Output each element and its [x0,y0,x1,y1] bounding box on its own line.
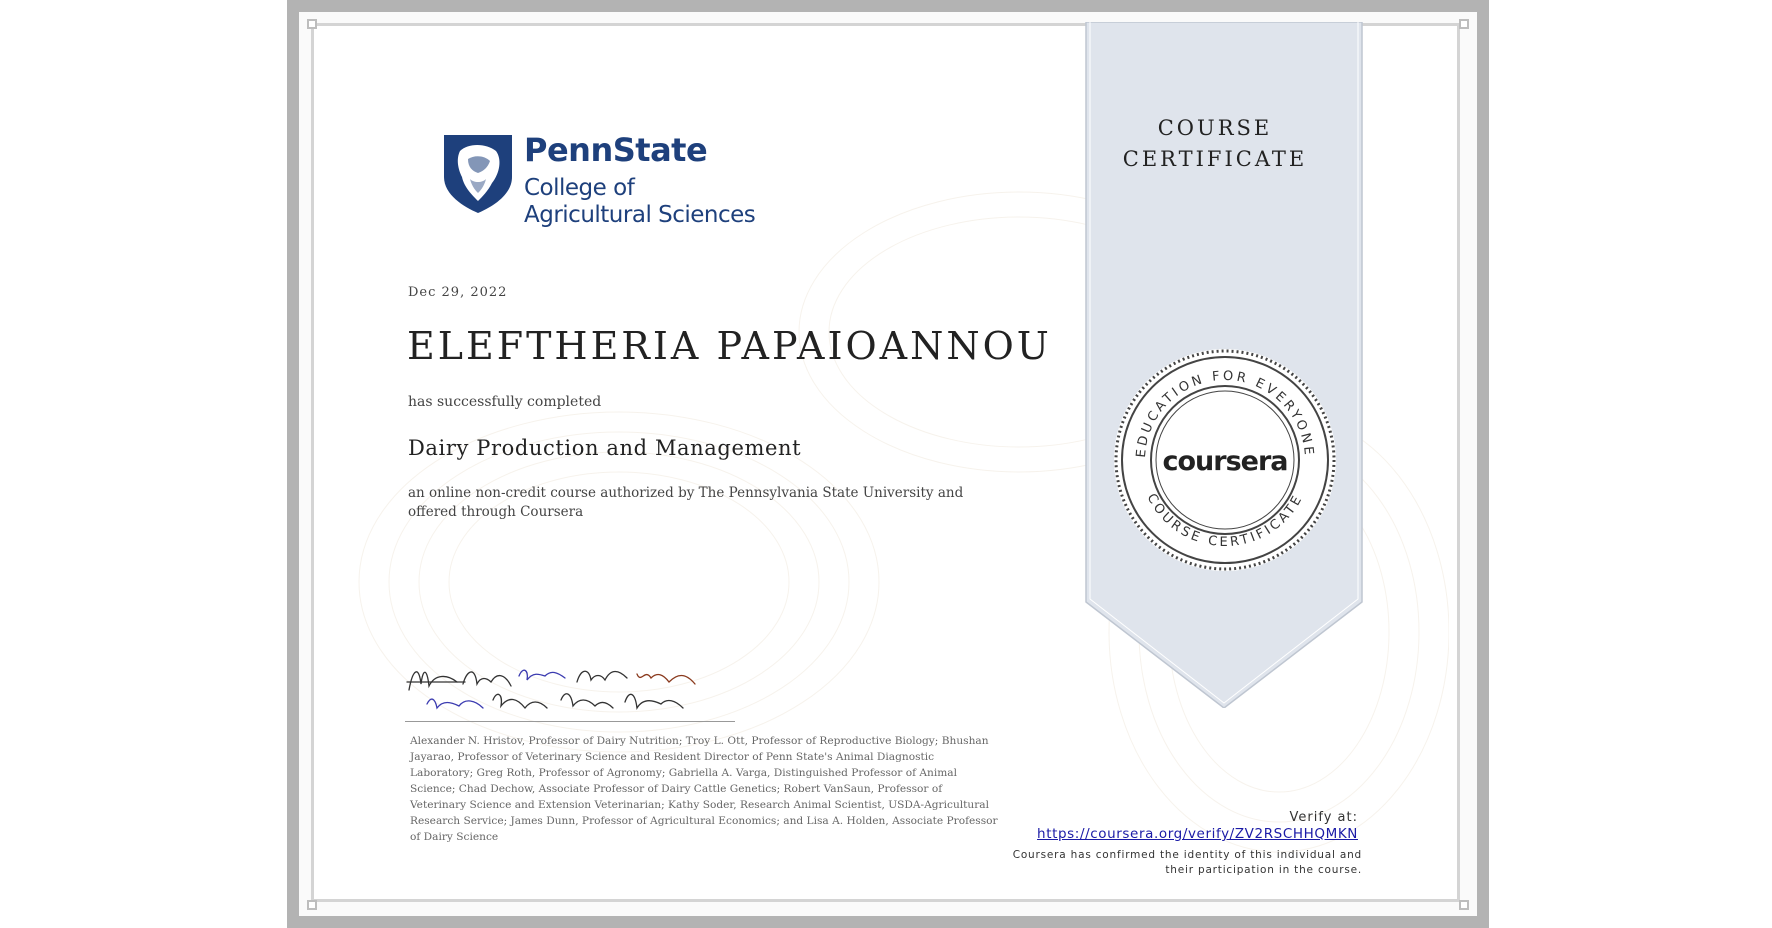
logo-college-line-1: College of [524,175,635,201]
verify-label: Verify at: [1289,810,1358,825]
ribbon-title [1086,113,1344,175]
identity-confirmation-line-2: their participation in the course. [1165,864,1362,876]
coursera-seal [1112,347,1338,573]
coursera-wordmark: coursera [1162,446,1288,477]
recipient-name: ELEFTHERIA PAPAIOANNOU [407,324,1052,368]
signature-line [405,721,735,722]
logo-wordmark: PennState [524,131,708,169]
corner-ornament-top-right [1459,19,1469,29]
seal-bottom-text: COURSE CERTIFICATE [1143,491,1307,550]
verify-link[interactable]: https://coursera.org/verify/ZV2RSCHHQMKN [1037,826,1358,842]
corner-ornament-top-left [307,19,317,29]
corner-ornament-bottom-right [1459,900,1469,910]
seal-top-text: EDUCATION FOR EVERYONE [1133,368,1317,459]
identity-confirmation [1012,848,1362,878]
completion-statement: has successfully completed [408,394,602,410]
course-description: an online non-credit course authorized by The Pennsylvania State University and offered through Coursera [408,485,964,520]
logo-college-line-2: Agricultural Sciences [524,202,756,228]
completion-date: Dec 29, 2022 [408,285,508,300]
course-title: Dairy Production and Management [408,436,802,460]
pennstate-logo [442,129,772,229]
nittany-lion-shield-icon [442,133,514,215]
instructor-list: Alexander N. Hristov, Professor of Dairy Nutrition; Troy L. Ott, Professor of Reproductive Biology; Bhushan Jayarao, Professor of Veterinary Science and Resident Director of Penn State's Animal Diagnostic Laboratory; Greg Roth, Professor of Agronomy; Gabriella A. Varga, Distinguished Professor of Animal Science; Chad Dechow, Associate Professor of Dairy Cattle Genetics; Robert VanSaun, Professor of Veterinary Science and Extension Veterinarian; Kathy Soder, Research Animal Scientist, USDA-Agricultural Research Service; James Dunn, Professor of Agricultural Economics; and Lisa A. Holden, Associate Professor of Dairy Science [410,735,998,843]
identity-confirmation-line-1: Coursera has confirmed the identity of this individual and [1012,849,1362,861]
instructor-signatures [405,660,735,722]
ribbon-title-line-2: CERTIFICATE [1122,147,1308,171]
corner-ornament-bottom-left [307,900,317,910]
ribbon-title-line-1: COURSE [1157,116,1273,140]
